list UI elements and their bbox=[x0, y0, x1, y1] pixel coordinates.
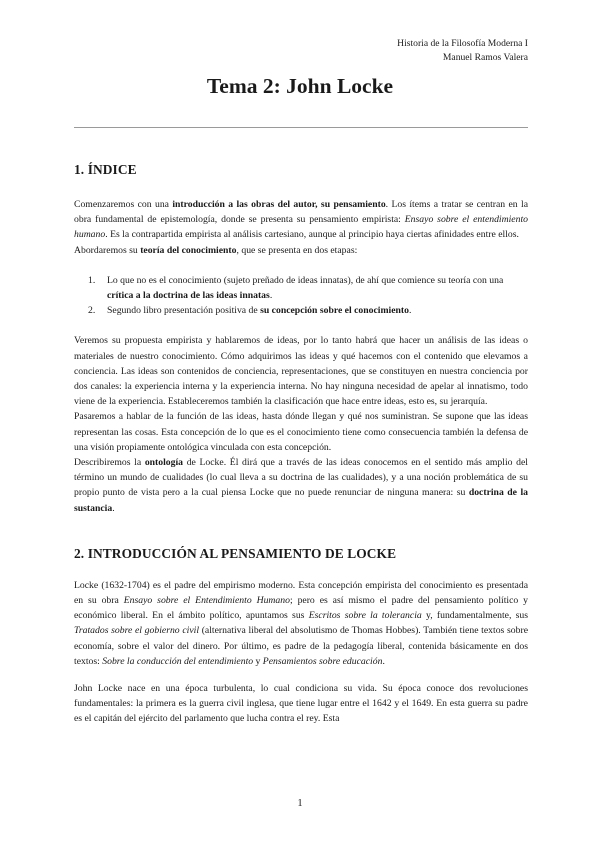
index-paragraph-3: Veremos su propuesta empirista y hablaremos de ideas, por lo tanto habrá que hacer un análisis de las ideas o materiales de nuestro conocimiento. Cómo adquirimos las ideas y qué hacemos con el contenido que elevamos a conciencia. Las ideas son contenidos de conciencia, representaciones, que se constituyen en nuestra conciencia por dos canales: la experiencia interna y la experiencia interna. No hay ninguna necesidad de apelar al innatismo, todo viene de la experiencia. Estableceremos también la clasificación que hace entre ideas, esto es, su jerarquía. bbox=[74, 335, 528, 408]
italic-work-title: Escritos sobre la tolerancia bbox=[308, 610, 422, 622]
intro-paragraph-1: Locke (1632-1704) es el padre del empirismo moderno. Esta concepción empirista del conocimiento es presentada en su obra Ensayo sobre el Entendimiento Humano; pero es así mismo el padre del pensamiento político y económico liberal. En el ámbito político, apuntamos sus Escritos sobre la tolerancia y, fundamentalmente, sus Tratados sobre el gobierno civil (alternativa liberal del absolutismo de Thomas Hobbes). También tiene textos sobre economía, sobre el valor del dinero. Por último, es padre de la pedagogía liberal, contenida básicamente en dos textos: Sobre la conducción del entendimiento y Pensamientos sobre educación. bbox=[74, 579, 529, 667]
list-item: 2. Segundo libro presentación positiva de su concepción sobre el conocimiento. bbox=[88, 303, 528, 318]
section-2-heading: 2. INTRODUCCIÓN AL PENSAMIENTO DE LOCKE bbox=[74, 545, 397, 561]
italic-work-title: Pensamientos sobre educación bbox=[262, 655, 383, 667]
stages-list bbox=[88, 273, 528, 319]
intro-paragraph-2: John Locke nace en una época turbulenta, lo cual condiciona su vida. Su época conoce dos revoluciones fundamentales: la primera es la guerra civil inglesa, que tiene lugar entre el 1642 y el 1649. En esta guerra su padre es el capitán del ejército del parlamento que lucha contra el rey. Esta bbox=[74, 683, 528, 725]
list-item: 1. Lo que no es el conocimiento (sujeto preñado de ideas innatas), de ahí que comience su teoría con una crítica a la doctrina de las ideas innatas. bbox=[88, 274, 504, 302]
bold-phrase: crítica a la doctrina de las ideas innatas bbox=[107, 290, 270, 302]
index-paragraph-1: Comenzaremos con una introducción a las obras del autor, su pensamiento. Los ítems a tratar se centran en la obra fundamental de epistemología, donde se presenta su pensamiento empirista: Ensayo sobre el entendimiento humano. Es la contrapartida empirista al análisis cartesiano, aunque al principio haya ciertas afinidades entre ellos. bbox=[74, 199, 529, 241]
document-body bbox=[74, 162, 528, 727]
index-paragraph-2: Abordaremos su teoría del conocimiento, que se presenta en dos etapas: bbox=[74, 244, 358, 256]
list-number: 1. bbox=[88, 274, 96, 286]
italic-work-title: Ensayo sobre el Entendimiento Humano bbox=[123, 595, 290, 607]
bold-phrase: introducción a las obras del autor, su pensamiento bbox=[172, 199, 386, 210]
index-paragraph-5: Describiremos la ontología de Locke. Él dirá que a través de las ideas conocemos en el sentido más amplio del término un mundo de cualidades (lo cual lleva a su doctrina de las cualidades), y a una noción problemática de su propio punto de vista pero a la cual piensa Locke que no puede renunciar de ninguna manera: su doctrina de la sustancia. bbox=[74, 457, 529, 514]
header-course: Historia de la Filosofía Moderna I bbox=[397, 38, 528, 49]
bold-phrase: ontología bbox=[144, 457, 184, 469]
section-1-heading: 1. ÍNDICE bbox=[74, 162, 137, 177]
bold-phrase: su concepción sobre el conocimiento bbox=[260, 305, 409, 317]
running-header bbox=[397, 37, 528, 64]
bold-phrase: teoría del conocimiento bbox=[140, 244, 237, 256]
list-number: 2. bbox=[88, 305, 96, 317]
italic-work-title: Tratados sobre el gobierno civil bbox=[74, 625, 200, 637]
bold-phrase: doctrina de la sustancia bbox=[74, 487, 529, 514]
page-number: 1 bbox=[297, 798, 303, 809]
header-author: Manuel Ramos Valera bbox=[442, 51, 528, 63]
italic-work-title: Ensayo sobre el entendimiento humano bbox=[74, 214, 528, 241]
italic-work-title: Sobre la conducción del entendimiento bbox=[102, 655, 254, 667]
title-divider bbox=[74, 127, 528, 128]
index-paragraph-4: Pasaremos a hablar de la función de las ideas, hasta dónde llegan y qué nos suministran. Se supone que las ideas representan las cosas. Esta concepción de lo que es el conocimiento tiene como consecuencia también la defensa de una visión propiamente ontológica vinculada con esta concepción. bbox=[74, 411, 528, 453]
document-title: Tema 2: John Locke bbox=[206, 74, 394, 98]
